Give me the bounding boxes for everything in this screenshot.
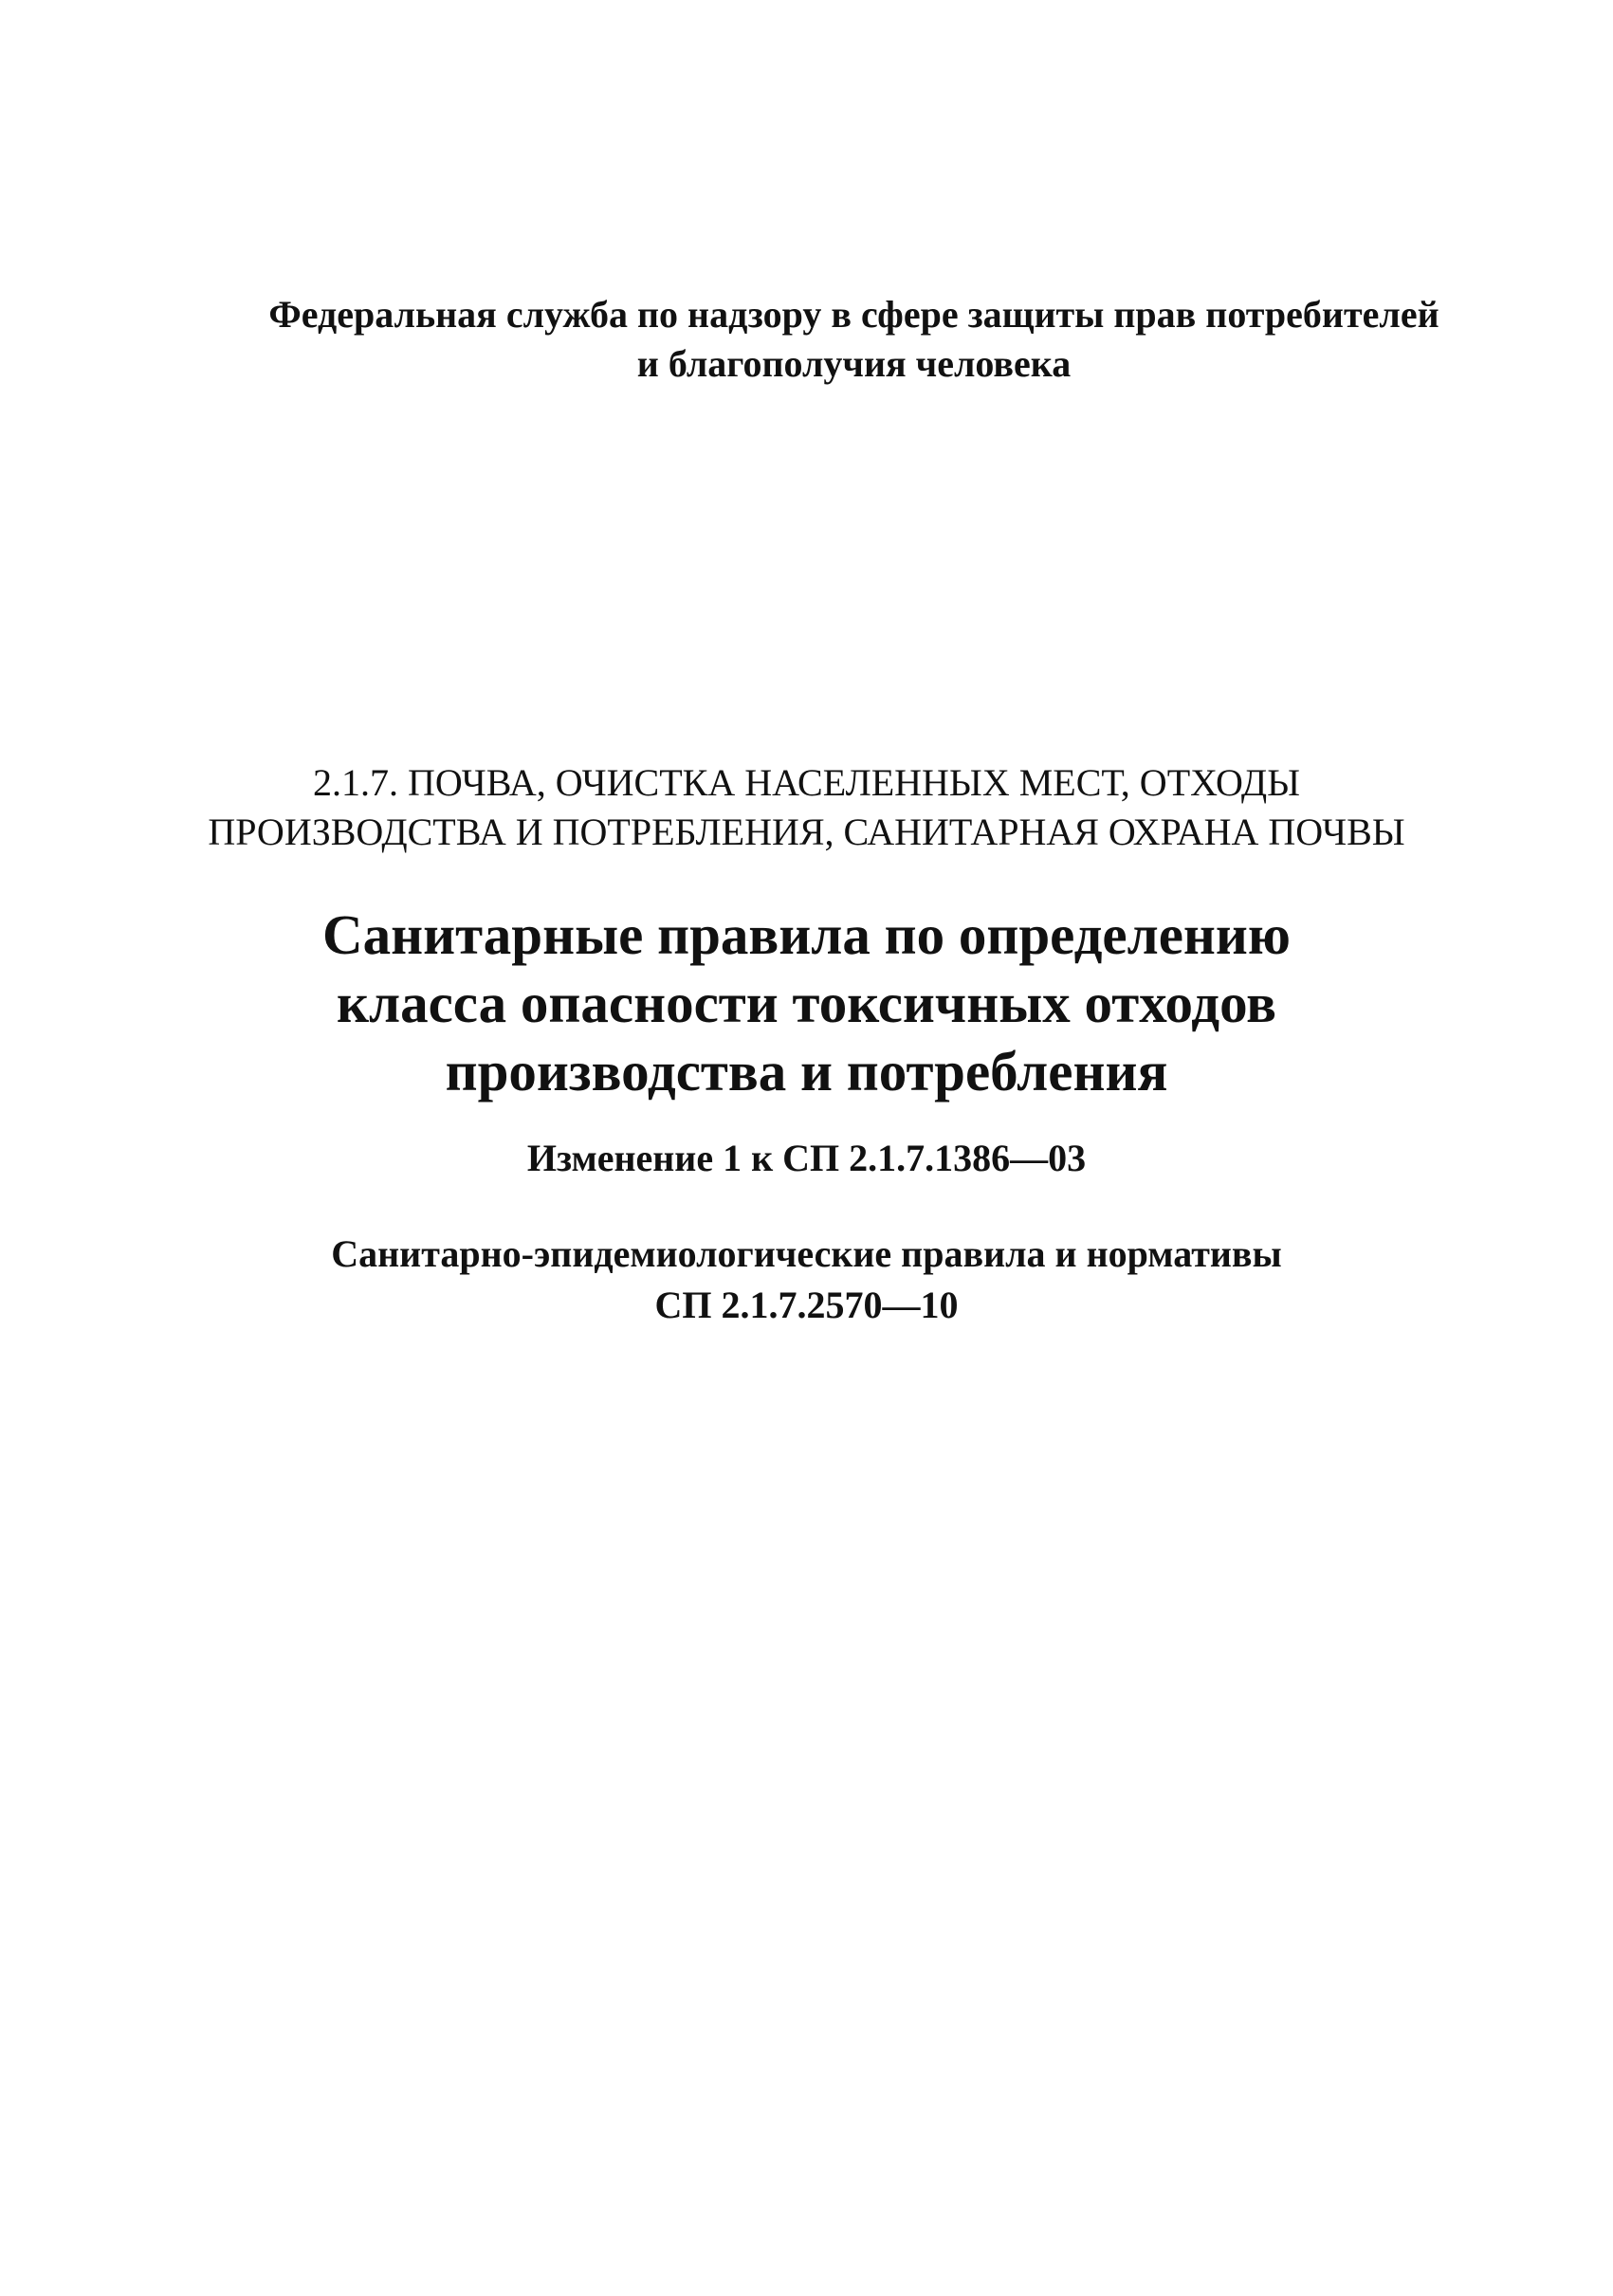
title-line-3: производства и потребления [445,1040,1168,1102]
rules-line-1: Санитарно-эпидемиологические правила и нормативы [331,1232,1282,1275]
sanitary-rules-block [0,1229,1613,1331]
rules-line-2: СП 2.1.7.2570—10 [654,1284,959,1326]
agency-line-2: и благополучия человека [636,342,1072,385]
section-line-2: ПРОИЗВОДСТВА И ПОТРЕБЛЕНИЯ, САНИТАРНАЯ ОХРАНА ПОЧВЫ [208,811,1405,853]
amendment-line [0,1134,1613,1183]
title-line-1: Санитарные правила по определению [322,903,1291,966]
section-line-1: 2.1.7. ПОЧВА, ОЧИСТКА НАСЕЛЕННЫХ МЕСТ, ОТХОДЫ [312,761,1301,804]
title-line-2: класса опасности токсичных отходов [336,972,1276,1034]
agency-header [47,290,1613,389]
section-heading [0,758,1613,857]
agency-line-1: Федеральная служба по надзору в сфере защиты прав потребителей [268,293,1439,336]
amendment-text: Изменение 1 к СП 2.1.7.1386—03 [526,1137,1087,1179]
document-title [0,901,1613,1105]
